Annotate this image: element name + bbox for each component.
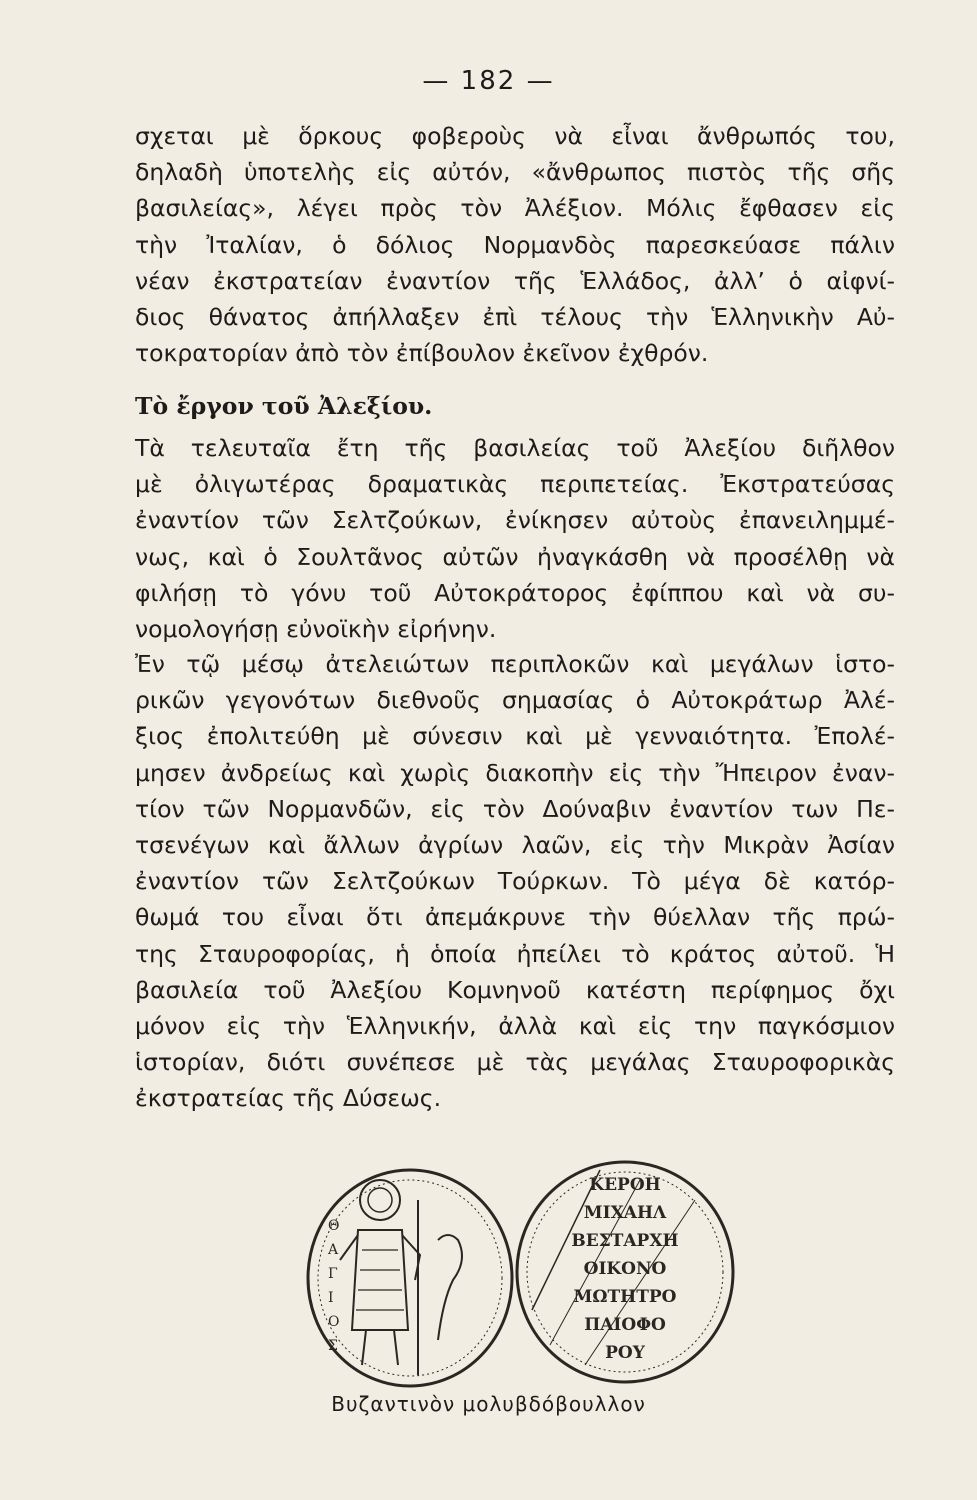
text-line: τσενέγων καὶ ἄλλων ἀγρίων λαῶν, εἰς τὴν Μικρὰν Ἀσίαν (135, 831, 895, 860)
text-line: δηλαδὴ ὑποτελὴς εἰς αὐτόν, «ἄνθρωπος πιστὸς τῆς σῆς (135, 158, 895, 187)
text-line: ἐναντίον τῶν Σελτζούκων Τούρκων. Τὸ μέγα δὲ κατόρ- (135, 867, 895, 896)
text-line: ἱστορίαν, διότι συνέπεσε μὲ τὰς μεγάλας Σταυροφορικὰς (135, 1048, 895, 1077)
text-line: τὴν Ἰταλίαν, ὁ δόλιος Νορμανδὸς παρεσκεύασε πάλιν (135, 230, 895, 259)
text-line: ἐναντίον τῶν Σελτζούκων, ἐνίκησεν αὐτοὺς ἐπανειλημμέ- (135, 506, 895, 535)
paragraph-2 (135, 430, 895, 647)
text-line: τοκρατορίαν ἀπὸ τὸν ἐπίβουλον ἐκεῖνον ἐχθρόν. (135, 339, 709, 368)
text-line: θωμά του εἶναι ὅτι ἀπεμάκρυνε τὴν θύελλαν τῆς πρώ- (135, 903, 895, 932)
text-line: μὲ ὀλιγωτέρας δραματικὰς περιπετείας. Ἐκστρατεύσας (135, 470, 895, 499)
paragraph-1 (135, 118, 895, 371)
seal-left-inscription (327, 1218, 339, 1354)
seal-line: ΠΑΙΟΦΟ (584, 1315, 666, 1335)
text-line: ξιος ἐπολιτεύθη μὲ σύνεσιν καὶ μὲ γενναιότητα. Ἐπολέ- (135, 722, 895, 751)
lead-seal-figure (300, 1160, 740, 1390)
paragraph-3 (135, 646, 895, 1117)
seal-right-inscription (571, 1175, 678, 1363)
text-line: Τὰ τελευταῖα ἔτη τῆς βασιλείας τοῦ Ἀλεξίου διῆλθον (135, 434, 895, 462)
text-line: Ἐν τῷ μέσῳ ἀτελειώτων περιπλοκῶν καὶ μεγάλων ἱστο- (135, 650, 895, 678)
section-heading: Τὸ ἔργον τοῦ Ἀλεξίου. (135, 392, 433, 420)
text-line: της Σταυροφορίας, ἡ ὁποία ἠπείλει τὸ κράτος αὐτοῦ. Ἡ (135, 939, 895, 968)
text-line: βασιλεία τοῦ Ἀλεξίου Κομνηνοῦ κατέστη περίφημος ὄχι (135, 975, 895, 1004)
seal-line: ΒΕΣΤΑΡΧΗ (571, 1231, 679, 1251)
seal-letter: Θ (328, 1218, 340, 1234)
figure-caption: Βυζαντινὸν μολυβδόβουλλον (331, 1392, 646, 1416)
text-line: σχεται μὲ ὅρκους φοβεροὺς νὰ εἶναι ἄνθρωπός του, (135, 122, 895, 150)
seal-letter: Α (328, 1242, 339, 1258)
text-line: τίον τῶν Νορμανδῶν, εἰς τὸν Δούναβιν ἐναντίον των Πε- (135, 794, 895, 823)
text-line: ἐκστρατείας τῆς Δύσεως. (135, 1084, 442, 1113)
seal-line: ΟΙΚΟΝΟ (583, 1259, 667, 1279)
text-line: φιλήσῃ τὸ γόνυ τοῦ Αὐτοκράτορος ἐφίππου καὶ νὰ συ- (135, 578, 895, 607)
seal-letter: Ι (328, 1290, 334, 1306)
text-line: μόνον εἰς τὴν Ἑλληνικήν, ἀλλὰ καὶ εἰς την παγκόσμιον (135, 1012, 895, 1041)
seal-line: ΜΩΤΗΤΡΟ (573, 1287, 677, 1307)
page-number: — 182 — (422, 66, 555, 96)
text-line: ρικῶν γεγονότων διεθνοῦς σημασίας ὁ Αὐτοκράτωρ Ἀλέ- (135, 686, 895, 715)
lead-seal-illustration (300, 1160, 740, 1390)
seal-obverse (308, 1170, 512, 1386)
text-line: νομολογήσῃ εὐνοϊκὴν εἰρήνην. (135, 615, 497, 644)
text-line: μησεν ἀνδρείως καὶ χωρὶς διακοπὴν εἰς τὴν Ἤπειρον ἐναν- (135, 758, 895, 787)
seal-letter: Ο (328, 1314, 340, 1330)
seal-line: ΚΕΡΟΗ (589, 1175, 661, 1195)
text-line: νέαν ἐκστρατείαν ἐναντίον τῆς Ἑλλάδος, ἀλλ’ ὁ αἰφνί- (135, 266, 895, 295)
text-line: βασιλείας», λέγει πρὸς τὸν Ἀλέξιον. Μόλις ἔφθασεν εἰς (135, 194, 895, 223)
seal-letter: Γ (328, 1266, 338, 1282)
seal-line: ΡΟΥ (605, 1343, 645, 1363)
seal-letter: Σ (328, 1338, 338, 1354)
text-line: νως, καὶ ὁ Σουλτᾶνος αὐτῶν ἠναγκάσθη νὰ προσέλθῃ νὰ (135, 542, 895, 571)
text-line: διος θάνατος ἀπήλλαξεν ἐπὶ τέλους τὴν Ἑλληνικὴν Αὐ- (135, 303, 895, 332)
seal-line: ΜΙΧΑΗΛ (583, 1203, 667, 1223)
